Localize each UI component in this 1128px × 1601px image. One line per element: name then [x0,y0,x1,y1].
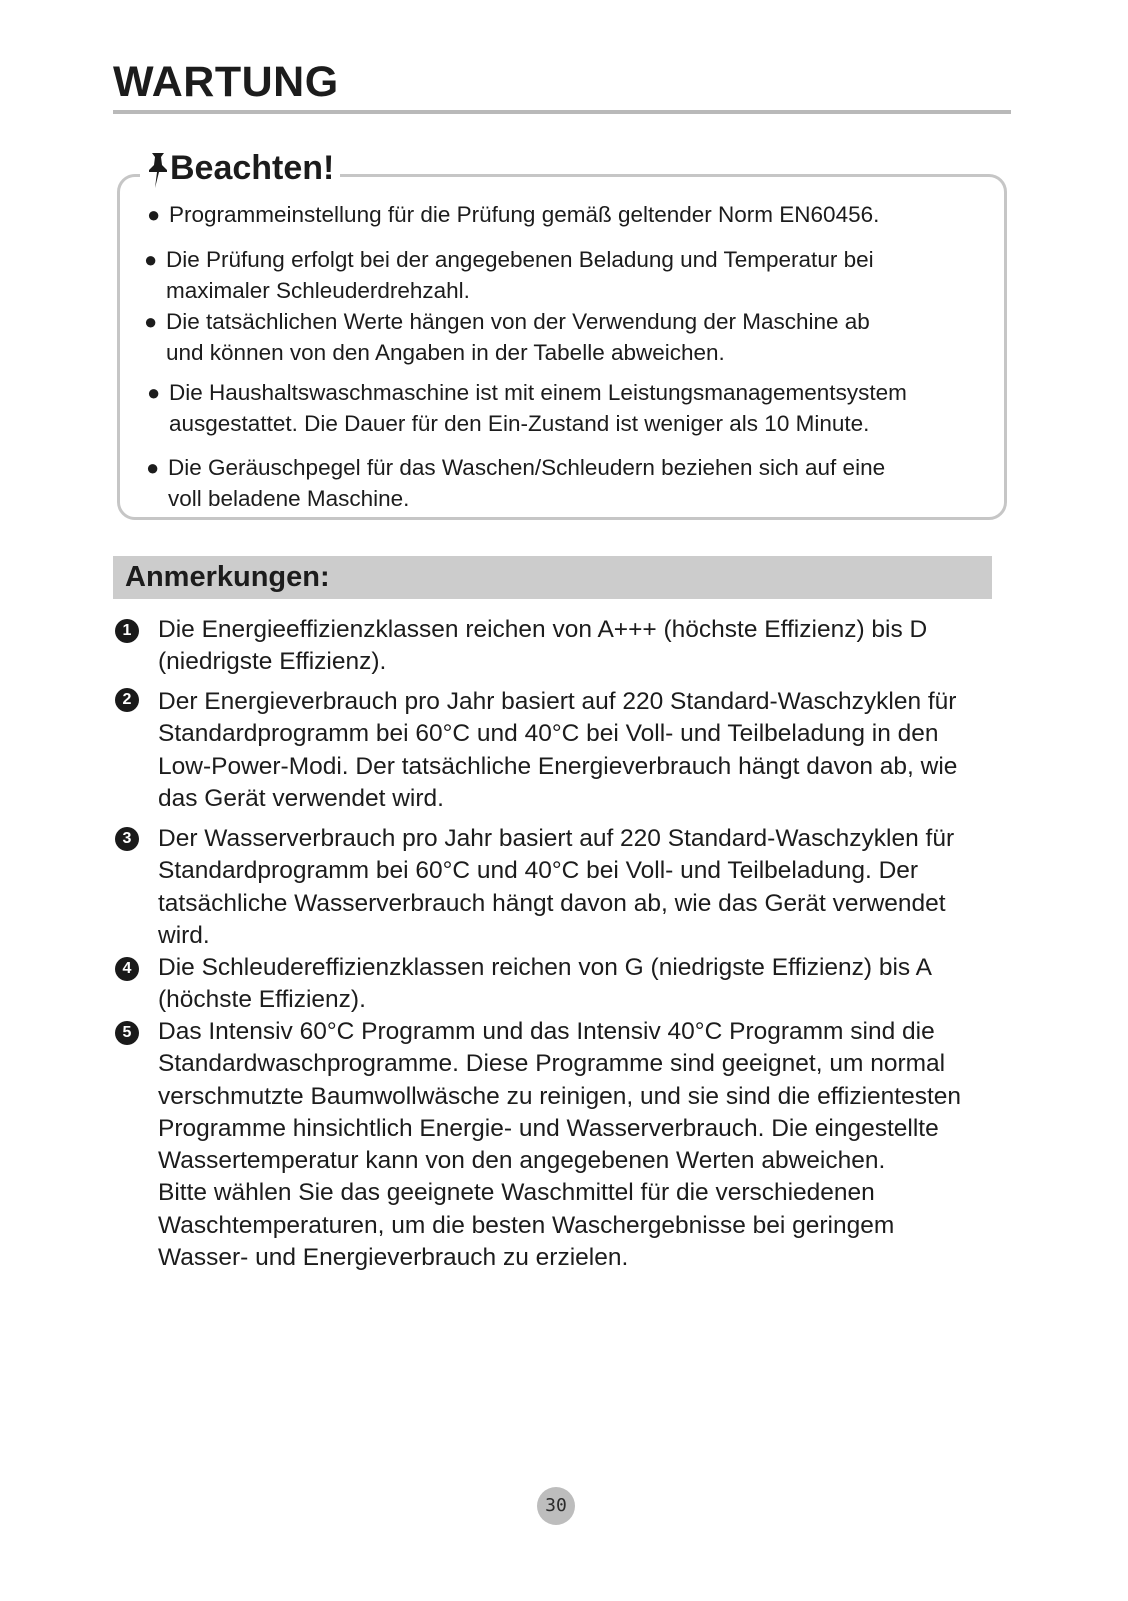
notes-title: Anmerkungen: [125,561,330,593]
notice-item-line: Die tatsächlichen Werte hängen von der Verwendung der Maschine ab [166,309,870,334]
note-item-line: verschmutzte Baumwollwäsche zu reinigen, und sie sind die effizientesten [158,1082,962,1110]
note-item-line: Standardprogramm bei 60°C und 40°C bei Voll- und Teilbeladung. Der [158,857,919,885]
note-item-line: Das Intensiv 60°C Programm und das Intensiv 40°C Programm sind die [158,1018,935,1045]
note-item-line: das Gerät verwendet wird. [158,784,444,812]
notice-item-line: voll beladene Maschine. [168,486,410,511]
bullet-icon: ● [147,380,161,405]
notice-item [144,244,874,306]
pushpin-icon [142,150,172,190]
note-item-line: Programme hinsichtlich Energie- und Wasserverbrauch. Die eingestellte [158,1114,939,1142]
page-number: 30 [537,1487,575,1525]
note-item-line: Wassertemperatur kann von den angegebenen Werten abweichen. [158,1147,886,1175]
note-item-line: Standardwaschprogramme. Diese Programme sind geeignet, um normal [158,1050,946,1078]
title-divider [113,110,1011,114]
note-number-badge: 5 [115,1021,139,1045]
note-item [158,686,957,815]
note-item-line: (niedrigste Effizienz). [158,648,387,676]
note-item-line: Low-Power-Modi. Der tatsächliche Energieverbrauch hängt davon ab, wie [158,752,958,780]
notice-item [147,377,907,439]
notice-item [144,306,870,368]
note-item [158,1016,961,1274]
note-item-line: Standardprogramm bei 60°C und 40°C bei Voll- und Teilbeladung in den [158,720,939,748]
bullet-icon: ● [144,247,158,272]
notice-item-line: ausgestattet. Die Dauer für den Ein-Zustand ist weniger als 10 Minute. [169,411,870,436]
note-item-line: Die Energieeffizienzklassen reichen von A+++ (höchste Effizienz) bis D [158,616,928,643]
notice-item [147,199,880,230]
note-item-line: Wasser- und Energieverbrauch zu erzielen. [158,1244,629,1272]
bullet-icon: ● [147,202,161,227]
bullet-icon: ● [146,455,160,480]
note-item-line: tatsächliche Wasserverbrauch hängt davon ab, wie das Gerät verwendet [158,889,946,917]
note-item [158,614,927,679]
bullet-icon: ● [144,309,158,334]
note-number-badge: 4 [115,957,139,981]
page-title: WARTUNG [113,58,339,106]
note-number-badge: 3 [115,827,139,851]
notice-item-line: maximaler Schleuderdrehzahl. [166,278,470,303]
note-item [158,952,932,1017]
notice-heading [140,146,340,190]
notice-item-line: Die Haushaltswaschmaschine ist mit einem Leistungsmanagementsystem [169,380,907,405]
notice-item-line: und können von den Angaben in der Tabelle abweichen. [166,340,725,365]
note-item-line: Der Energieverbrauch pro Jahr basiert auf 220 Standard-Waschzyklen für [158,688,957,715]
notes-header-bar [113,556,992,599]
notice-item-line: Programmeinstellung für die Prüfung gemäß geltender Norm EN60456. [169,202,880,227]
notice-title: Beachten! [170,149,335,187]
note-item-line: Bitte wählen Sie das geeignete Waschmittel für die verschiedenen [158,1179,875,1207]
note-number-badge: 2 [115,688,139,712]
note-item-line: wird. [158,921,210,949]
note-item-line: Der Wasserverbrauch pro Jahr basiert auf 220 Standard-Waschzyklen für [158,825,955,852]
note-item-line: Waschtemperaturen, um die besten Waschergebnisse bei geringem [158,1211,895,1239]
note-item-line: Die Schleudereffizienzklassen reichen von G (niedrigste Effizienz) bis A [158,954,932,981]
notice-item-line: Die Geräuschpegel für das Waschen/Schleudern beziehen sich auf eine [168,455,886,480]
note-item [158,823,954,952]
notice-item [146,452,886,514]
note-item-line: (höchste Effizienz). [158,986,366,1014]
notice-item-line: Die Prüfung erfolgt bei der angegebenen Beladung und Temperatur bei [166,247,874,272]
note-number-badge: 1 [115,619,139,643]
